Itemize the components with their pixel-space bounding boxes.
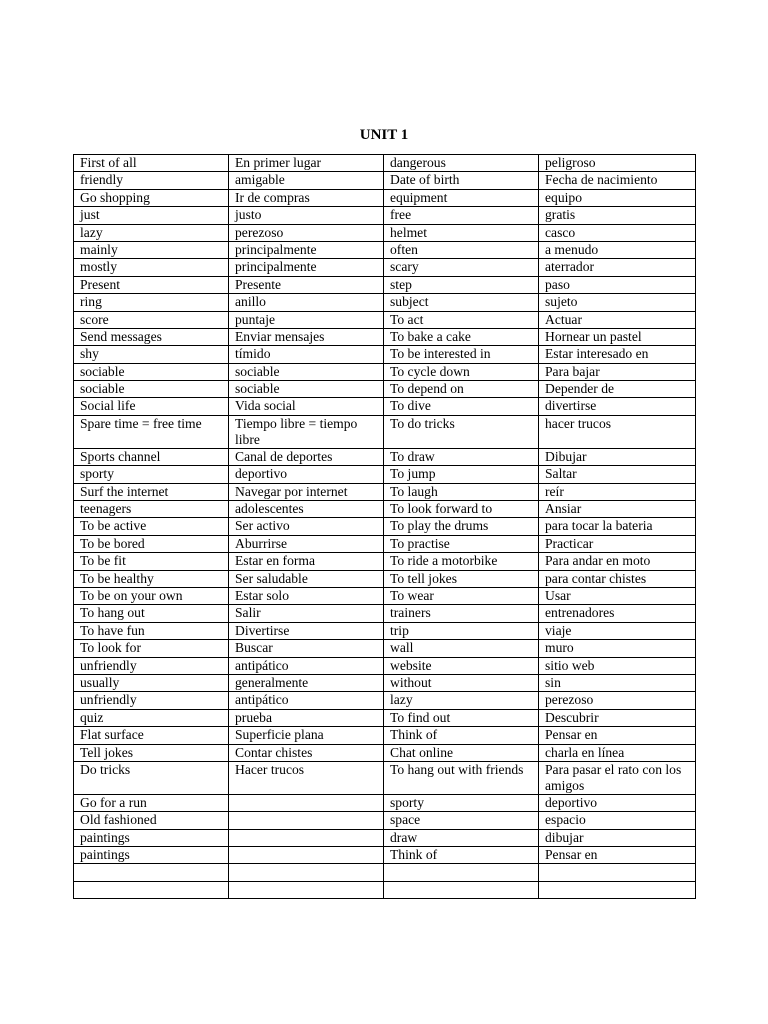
table-cell: para tocar la bateria xyxy=(539,518,696,535)
table-cell: muro xyxy=(539,640,696,657)
table-cell: adolescentes xyxy=(229,501,384,518)
vocabulary-table xyxy=(73,154,696,899)
table-cell: Salir xyxy=(229,605,384,622)
table-cell: deportivo xyxy=(539,794,696,811)
vocabulary-table-body xyxy=(74,155,696,899)
table-cell: Think of xyxy=(384,727,539,744)
table-cell: Estar en forma xyxy=(229,553,384,570)
table-row xyxy=(74,605,696,622)
table-row xyxy=(74,794,696,811)
table-cell: Para andar en moto xyxy=(539,553,696,570)
table-cell: To play the drums xyxy=(384,518,539,535)
table-cell: To be interested in xyxy=(384,346,539,363)
table-cell: To wear xyxy=(384,587,539,604)
table-row xyxy=(74,276,696,293)
table-row xyxy=(74,346,696,363)
table-row xyxy=(74,587,696,604)
table-cell: Think of xyxy=(384,847,539,864)
table-cell: space xyxy=(384,812,539,829)
table-cell: puntaje xyxy=(229,311,384,328)
table-cell: mostly xyxy=(74,259,229,276)
table-cell: Descubrir xyxy=(539,709,696,726)
table-cell: hacer trucos xyxy=(539,415,696,448)
table-cell xyxy=(539,881,696,898)
table-cell: wall xyxy=(384,640,539,657)
table-cell: Spare time = free time xyxy=(74,415,229,448)
table-cell: tímido xyxy=(229,346,384,363)
table-cell: Aburrirse xyxy=(229,535,384,552)
table-cell: Dibujar xyxy=(539,448,696,465)
table-cell: Do tricks xyxy=(74,761,229,794)
table-cell: sociable xyxy=(74,381,229,398)
table-cell xyxy=(229,812,384,829)
table-cell: Depender de xyxy=(539,381,696,398)
table-cell: Hacer trucos xyxy=(229,761,384,794)
table-row xyxy=(74,415,696,448)
table-cell: Actuar xyxy=(539,311,696,328)
table-cell: Contar chistes xyxy=(229,744,384,761)
table-cell: trip xyxy=(384,622,539,639)
table-cell xyxy=(384,881,539,898)
table-cell: helmet xyxy=(384,224,539,241)
table-row xyxy=(74,241,696,258)
table-cell: unfriendly xyxy=(74,692,229,709)
table-row xyxy=(74,657,696,674)
table-cell: Tiempo libre = tiempo libre xyxy=(229,415,384,448)
table-cell: Sports channel xyxy=(74,448,229,465)
table-cell: To draw xyxy=(384,448,539,465)
table-cell: just xyxy=(74,207,229,224)
table-row xyxy=(74,155,696,172)
table-cell: To have fun xyxy=(74,622,229,639)
table-row xyxy=(74,709,696,726)
table-cell: To tell jokes xyxy=(384,570,539,587)
table-cell: First of all xyxy=(74,155,229,172)
table-cell: without xyxy=(384,674,539,691)
table-cell: Superficie plana xyxy=(229,727,384,744)
table-row xyxy=(74,328,696,345)
table-cell: To be bored xyxy=(74,535,229,552)
table-cell: sociable xyxy=(229,381,384,398)
table-cell: amigable xyxy=(229,172,384,189)
table-row xyxy=(74,172,696,189)
table-cell: To act xyxy=(384,311,539,328)
table-cell: Ir de compras xyxy=(229,189,384,206)
table-row xyxy=(74,535,696,552)
table-row xyxy=(74,553,696,570)
table-row xyxy=(74,727,696,744)
table-cell: To hang out xyxy=(74,605,229,622)
table-row xyxy=(74,501,696,518)
table-cell: sin xyxy=(539,674,696,691)
table-cell: Buscar xyxy=(229,640,384,657)
table-row xyxy=(74,640,696,657)
table-cell: paso xyxy=(539,276,696,293)
table-cell: Ser saludable xyxy=(229,570,384,587)
table-cell: a menudo xyxy=(539,241,696,258)
table-cell: sociable xyxy=(229,363,384,380)
table-cell xyxy=(229,881,384,898)
table-cell: To dive xyxy=(384,398,539,415)
table-cell: To find out xyxy=(384,709,539,726)
table-row xyxy=(74,189,696,206)
table-cell: To be on your own xyxy=(74,587,229,604)
table-cell: para contar chistes xyxy=(539,570,696,587)
table-cell xyxy=(539,864,696,881)
table-cell: Presente xyxy=(229,276,384,293)
table-cell: Go shopping xyxy=(74,189,229,206)
table-cell: Estar interesado en xyxy=(539,346,696,363)
table-cell: equipo xyxy=(539,189,696,206)
table-cell: website xyxy=(384,657,539,674)
table-cell xyxy=(229,829,384,846)
table-cell: To practise xyxy=(384,535,539,552)
table-row xyxy=(74,294,696,311)
table-cell: Hornear un pastel xyxy=(539,328,696,345)
table-cell: Para bajar xyxy=(539,363,696,380)
table-cell: Ansiar xyxy=(539,501,696,518)
table-cell: paintings xyxy=(74,829,229,846)
table-cell: sporty xyxy=(74,466,229,483)
table-cell: sporty xyxy=(384,794,539,811)
table-cell: ring xyxy=(74,294,229,311)
table-cell xyxy=(384,864,539,881)
table-cell: quiz xyxy=(74,709,229,726)
table-cell xyxy=(74,864,229,881)
table-row xyxy=(74,363,696,380)
table-cell: often xyxy=(384,241,539,258)
table-cell: Go for a run xyxy=(74,794,229,811)
table-cell: shy xyxy=(74,346,229,363)
table-cell: Usar xyxy=(539,587,696,604)
table-cell: dangerous xyxy=(384,155,539,172)
table-cell: espacio xyxy=(539,812,696,829)
table-row xyxy=(74,622,696,639)
table-row xyxy=(74,311,696,328)
table-cell: entrenadores xyxy=(539,605,696,622)
table-cell: charla en línea xyxy=(539,744,696,761)
table-cell: perezoso xyxy=(229,224,384,241)
page-title: UNIT 1 xyxy=(359,127,409,143)
table-row xyxy=(74,448,696,465)
table-cell: peligroso xyxy=(539,155,696,172)
table-cell: sociable xyxy=(74,363,229,380)
table-cell: friendly xyxy=(74,172,229,189)
table-cell xyxy=(229,864,384,881)
table-cell: Send messages xyxy=(74,328,229,345)
table-cell: Old fashioned xyxy=(74,812,229,829)
table-cell: reír xyxy=(539,483,696,500)
table-row xyxy=(74,466,696,483)
table-cell: sitio web xyxy=(539,657,696,674)
table-row xyxy=(74,518,696,535)
table-cell: Saltar xyxy=(539,466,696,483)
table-cell: perezoso xyxy=(539,692,696,709)
table-cell: Pensar en xyxy=(539,847,696,864)
table-row xyxy=(74,381,696,398)
table-cell: viaje xyxy=(539,622,696,639)
table-cell: teenagers xyxy=(74,501,229,518)
table-cell: score xyxy=(74,311,229,328)
table-cell: mainly xyxy=(74,241,229,258)
table-cell xyxy=(229,847,384,864)
table-cell: trainers xyxy=(384,605,539,622)
table-cell: dibujar xyxy=(539,829,696,846)
table-cell: Navegar por internet xyxy=(229,483,384,500)
table-row xyxy=(74,847,696,864)
table-cell: To look forward to xyxy=(384,501,539,518)
table-cell: Social life xyxy=(74,398,229,415)
table-cell: lazy xyxy=(74,224,229,241)
table-cell: principalmente xyxy=(229,241,384,258)
table-cell: Vida social xyxy=(229,398,384,415)
table-cell: Flat surface xyxy=(74,727,229,744)
table-row xyxy=(74,570,696,587)
table-row xyxy=(74,829,696,846)
table-cell: Present xyxy=(74,276,229,293)
table-row xyxy=(74,207,696,224)
table-cell: justo xyxy=(229,207,384,224)
table-cell: Surf the internet xyxy=(74,483,229,500)
table-row xyxy=(74,483,696,500)
table-cell: To be healthy xyxy=(74,570,229,587)
table-cell: Divertirse xyxy=(229,622,384,639)
table-cell: equipment xyxy=(384,189,539,206)
table-cell: Practicar xyxy=(539,535,696,552)
table-row xyxy=(74,692,696,709)
table-cell: casco xyxy=(539,224,696,241)
table-cell: antipático xyxy=(229,657,384,674)
table-cell: To bake a cake xyxy=(384,328,539,345)
table-row xyxy=(74,864,696,881)
table-cell: antipático xyxy=(229,692,384,709)
table-cell: To depend on xyxy=(384,381,539,398)
table-cell xyxy=(229,794,384,811)
table-cell: usually xyxy=(74,674,229,691)
table-cell: Enviar mensajes xyxy=(229,328,384,345)
table-cell: Para pasar el rato con los amigos xyxy=(539,761,696,794)
table-cell: Pensar en xyxy=(539,727,696,744)
table-cell: To laugh xyxy=(384,483,539,500)
table-cell: Date of birth xyxy=(384,172,539,189)
table-row xyxy=(74,259,696,276)
table-row xyxy=(74,881,696,898)
table-cell: scary xyxy=(384,259,539,276)
table-cell: subject xyxy=(384,294,539,311)
table-cell: aterrador xyxy=(539,259,696,276)
table-cell: free xyxy=(384,207,539,224)
table-cell: principalmente xyxy=(229,259,384,276)
table-row xyxy=(74,224,696,241)
table-cell: To be active xyxy=(74,518,229,535)
table-cell: Canal de deportes xyxy=(229,448,384,465)
table-cell: Ser activo xyxy=(229,518,384,535)
table-cell: generalmente xyxy=(229,674,384,691)
table-cell: To ride a motorbike xyxy=(384,553,539,570)
table-cell: anillo xyxy=(229,294,384,311)
table-cell: divertirse xyxy=(539,398,696,415)
table-cell: To look for xyxy=(74,640,229,657)
table-cell: unfriendly xyxy=(74,657,229,674)
table-cell: step xyxy=(384,276,539,293)
table-cell: Tell jokes xyxy=(74,744,229,761)
table-cell xyxy=(74,881,229,898)
table-cell: To jump xyxy=(384,466,539,483)
table-row xyxy=(74,674,696,691)
table-cell: prueba xyxy=(229,709,384,726)
table-cell: gratis xyxy=(539,207,696,224)
table-cell: lazy xyxy=(384,692,539,709)
table-cell: paintings xyxy=(74,847,229,864)
table-row xyxy=(74,761,696,794)
table-cell: deportivo xyxy=(229,466,384,483)
table-cell: draw xyxy=(384,829,539,846)
table-cell: To hang out with friends xyxy=(384,761,539,794)
table-cell: To do tricks xyxy=(384,415,539,448)
table-cell: To be fit xyxy=(74,553,229,570)
table-cell: Fecha de nacimiento xyxy=(539,172,696,189)
table-row xyxy=(74,398,696,415)
table-row xyxy=(74,812,696,829)
table-cell: En primer lugar xyxy=(229,155,384,172)
table-row xyxy=(74,744,696,761)
table-cell: To cycle down xyxy=(384,363,539,380)
table-cell: Chat online xyxy=(384,744,539,761)
table-cell: sujeto xyxy=(539,294,696,311)
table-cell: Estar solo xyxy=(229,587,384,604)
